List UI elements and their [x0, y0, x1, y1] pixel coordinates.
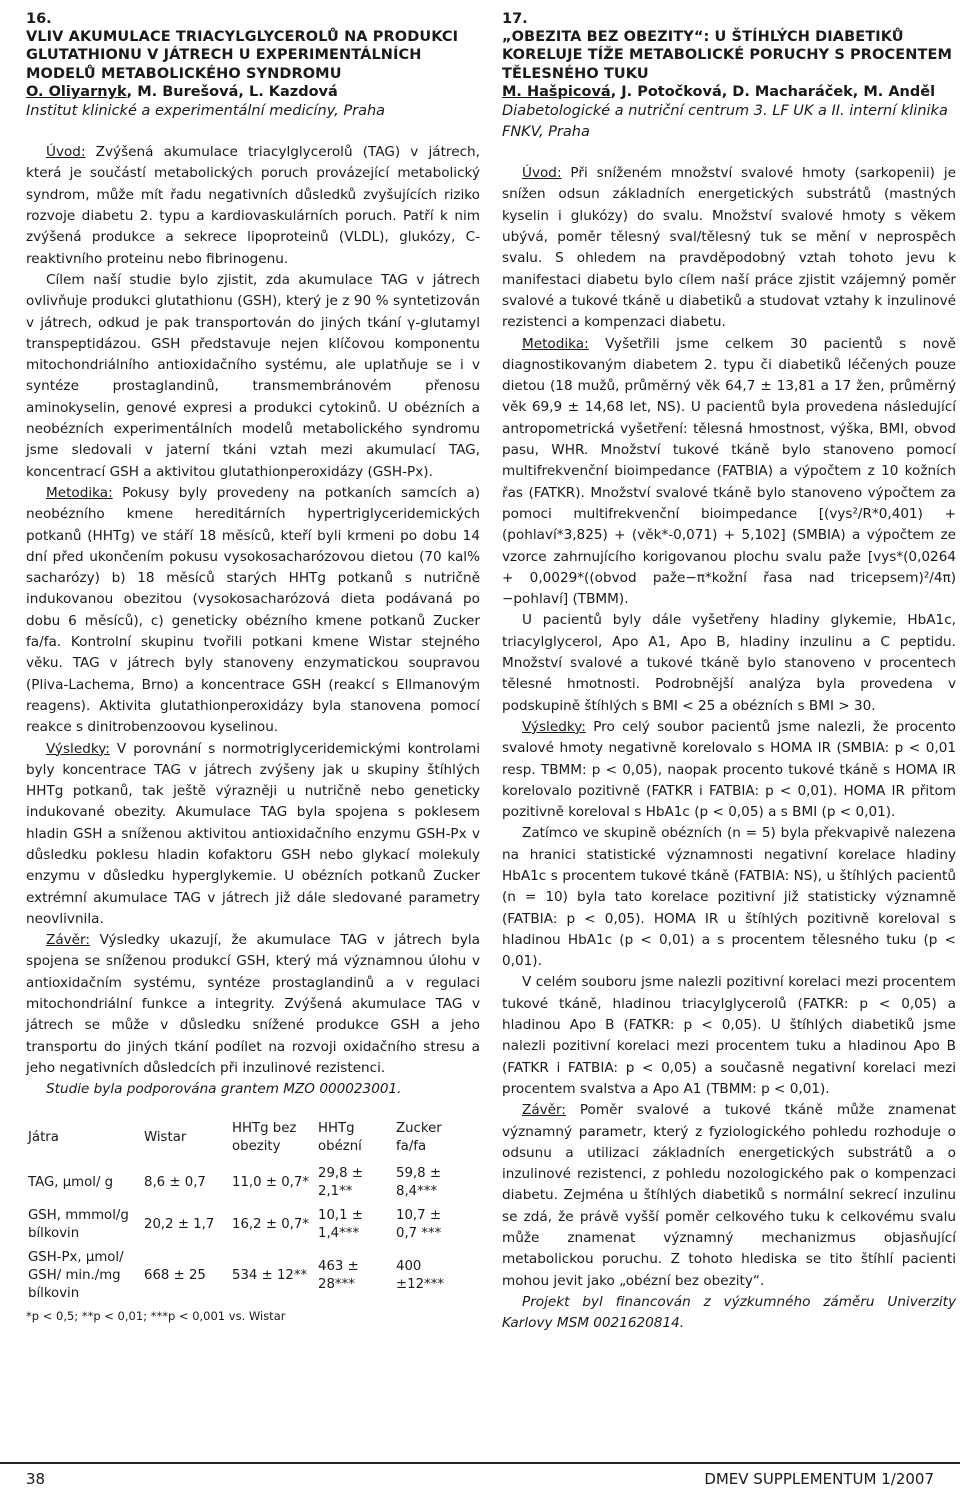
- footer-rule: [0, 1462, 960, 1464]
- table-header-row: [26, 1117, 468, 1162]
- abstract-16: [26, 10, 480, 1324]
- institution: Institut klinické a experimentální medicíny, Praha: [26, 103, 386, 120]
- results-label: Výsledky:: [46, 740, 110, 757]
- table-footnote: *p < 0,5; **p < 0,01; ***p < 0,001 vs. Wistar: [26, 1308, 286, 1323]
- methods-text: Vyšetřili jsme celkem 30 pacientů s nově diagnostikovaným diabetem 2. typu či diabetiků léčených pouze dietou (18 mužů, průměrný věk 64,7 ± 13,81 a 17 žen, průměrný věk 69,9 ± 14,68 let, NS). U pacientů byla provedena následující antropometrická vyšetření: tělesná hmostnost, výška, BMI, obvod pasu, WHR. Množství tukové tkáně bylo stanoveno pomocí multifrekvenční bioimpedance (FATBIA) a výpočtem z 10 kožních řas (FATKR). Množství svalové tkáně bylo stanoveno výpočtem za pomoci multifrekvenční bioimpedance [(vys²/R*0,401) + (pohlaví*3,825) + (věk*-0,071) + 5,102] (SMBIA) a výpočtem ze vzorce zahrnujícího korigovanou plochu svalu paže [vys*(0,0264 + 0,0029*((obvod paže−π*kožní řasa nad tricepsem)²/4π)−pohlaví] (TBMM).: [502, 335, 956, 608]
- results-text: V porovnání s normotriglyceridemickými kontrolami byly koncentrace TAG v játrech zvýšeny jak u skupiny štíhlých HHTg potkanů, tak ještě výrazněji u nutričně nebo geneticky indukované obezity. Akumulace TAG byla spojena s poklesem hladin GSH a sníženou aktivitou antioxidačního enzymu GSH-Px v důsledku poklesu hladin kofaktoru GSH nebo glykací molekuly enzymu v důsledku hyperglykemie. U obézních potkanů Zucker extrémní akumulace TAG v játrech již dále sledované parametry neovlivnila.: [26, 740, 480, 927]
- table-row: [26, 1246, 468, 1306]
- table-cell: 20,2 ± 1,7: [144, 1216, 215, 1232]
- aim-paragraph: Cílem naší studie bylo zjistit, zda akumulace TAG v játrech ovlivňuje produkci glutathionu (GSH), který je z 90 % syntetizován v játrech, odkud je pak transportován do jiných tkání γ-glutamyl transpeptidázou. GSH představuje nejen klíčovou komponentu mitochondriálního antioxidačního systému, ale uplatňuje se i v syntéze prostaglandinů, transmembránovém přenosu aminokyselin, genové expresi a produkci cytokinů. U obézních a neobézních experimentálních modelů metabolického syndromu jsme sledovali v jaterní tkáni vztah mezi akumulací TAG, koncentrací GSH a aktivitou glutathionperoxidázy (GSH-Px).: [26, 271, 480, 480]
- methods-paragraph-2: U pacientů byly dále vyšetřeny hladiny glykemie, HbA1c, triacylglycerol, Apo A1, Apo B, hladiny inzulinu a C peptidu. Množství svalové a tukové tkáně bylo stanoveno v procentech tělesné hmotnosti. Podrobnější analýza byla provedena v podskupině štíhlých s BMI < 25 a obézních s BMI > 30.: [502, 612, 956, 714]
- methods-label: Metodika:: [46, 484, 113, 501]
- table-cell: 16,2 ± 0,7*: [232, 1216, 309, 1232]
- intro-label: Úvod:: [522, 165, 562, 182]
- intro-text: Zvýšená akumulace triacylglycerolů (TAG) v játrech, která je součástí metabolických poruch provázející metabolický syndrom, může mít řadu negativních důsledků zvyšujících riziko rozvoje diabetu 2. typu a kardiovaskulárních poruch. Patří k nim zvýšená produkce a sekrece lipoproteinů (VLDL), glukózy, C-reaktivního proteinu nebo fibrinogenu.: [26, 144, 480, 267]
- conclusion-text: Poměr svalové a tukové tkáně může znamenat významný parametr, který z fyziologického pohledu rozhoduje o odsunu a utilizaci základních energetických substrátů a o inzulinové rezistenci, z pohledu nozologického pak o kompenzaci diabetu. Zejména u štíhlých diabetiků s normální sekrecí inzulinu se zdá, že právě vyšší poměr celkového tuku k celkovému svalu může znamenat významný mechanizmus objasňující metabolickou poruchu. Z tohoto hlediska se tito štíhlí pacienti mohou jevit jako „obézní bez obezity“.: [502, 1102, 956, 1289]
- intro-paragraph: [502, 163, 956, 333]
- table-cell: 400 ±12***: [396, 1258, 445, 1292]
- abstract-number: 17.: [502, 11, 528, 27]
- table-cell: 668 ± 25: [144, 1267, 206, 1283]
- conclusion-text: Výsledky ukazují, že akumulace TAG v játrech byla spojena se sníženou produkcí GSH, který má významnou úlohu v antioxidačním systému, syntéze prostaglandinů a v regulaci mitochondriální funkce a integrity. Zvýšená akumulace TAG v játrech se může v důsledku snížené produkce GSH a jeho transportu do jiných tkání podílet na rozvoji oxidačního stresu a jeho negativních důsledcích při inzulinové rezistenci.: [26, 932, 480, 1076]
- results-table: [26, 1117, 468, 1306]
- methods-paragraph: [502, 334, 956, 611]
- table-header-cell: Zucker fa/fa: [396, 1120, 442, 1154]
- conclusion-label: Závěr:: [46, 932, 90, 949]
- results-paragraph-3: V celém souboru jsme nalezli pozitivní korelaci mezi procentem tukové tkáně, hladinou triacylglycerolů (FATKR: p < 0,05) a hladinou Apo B (FATKR: p < 0,05). U štíhlých diabetiků jsme nalezli pozitivní korelaci mezi procentem tuku a hladinou Apo B (FATKR i FATBIA: p < 0,05) a současně negativní korelaci mezi procentem svalstva a Apo A1 (TBMM: p < 0,01).: [502, 974, 956, 1097]
- abstract-title: VLIV AKUMULACE TRIACYLGLYCEROLŮ NA PRODUKCI GLUTATHIONU V JÁTRECH U EXPERIMENTÁLNÍCH MODELŮ METABOLICKÉHO SYNDROMU: [26, 29, 459, 82]
- table-cell: GSH-Px, μmol/ GSH/ min./mg bílkovin: [28, 1249, 124, 1301]
- authors: O. Oliyarnyk, M. Burešová, L. Kazdová: [26, 83, 338, 100]
- results-paragraph: [26, 739, 480, 931]
- results-label: Výsledky:: [522, 718, 586, 735]
- table-cell: 10,1 ± 1,4***: [318, 1207, 363, 1241]
- table-header-cell: Játra: [28, 1129, 59, 1145]
- author-1: M. Hašpicová: [502, 83, 611, 100]
- author-3: L. Kazdová: [248, 83, 338, 100]
- other-authors: , J. Potočková, D. Macharáček, M. Anděl: [610, 83, 936, 100]
- table-cell: 463 ± 28***: [318, 1258, 359, 1292]
- table-cell: TAG, μmol/ g: [28, 1174, 114, 1190]
- table-cell: 534 ± 12**: [232, 1267, 308, 1283]
- methods-label: Metodika:: [522, 335, 589, 352]
- table-row: [26, 1204, 468, 1246]
- page-number: 38: [26, 1470, 46, 1488]
- grant-note: Projekt byl financován z výzkumného záměru Univerzity Karlovy MSM 0021620814.: [502, 1293, 956, 1332]
- methods-text: Pokusy byly provedeny na potkaních samcích a) neobézního kmene hereditárních hypertriglyceridemických potkanů (HHTg) ve stáří 18 měsíců, kteří byli krmeni po dobu 14 dní před ukončením pokusu vysokosacharózovou dietou (70 kal% sacharózy) b) 18 měsíců starých HHTg potkanů s nutričně indukovanou obezitou (vysokosacharózová dieta podávaná po dobu 6 měsíců), c) geneticky obézního kmene potkanů Zucker fa/fa. Kontrolní skupinu tvořili potkani kmene Wistar stejného věku. TAG v játrech byly stanoveny enzymatickou soupravou (Pliva-Lachema, Brno) a koncentrace GSH (reakcí s Ellmanovým reagens). Aktivita glutathionperoxidázy byla stanovena pomocí reakce s dinitrobenzoovou kyselinou.: [26, 484, 480, 736]
- intro-label: Úvod:: [46, 144, 86, 161]
- authors: [502, 83, 956, 101]
- intro-paragraph: [26, 142, 480, 270]
- table-cell: GSH, mmmol/g bílkovin: [28, 1207, 129, 1241]
- abstract-title: „OBEZITA BEZ OBEZITY“: U ŠTÍHLÝCH DIABETIKŮ KORELUJE TÍŽE METABOLICKÉ PORUCHY S PROCENTEM TĚLESNÉHO TUKU: [502, 29, 952, 82]
- table-cell: 11,0 ± 0,7*: [232, 1174, 309, 1190]
- results-paragraph: [502, 717, 956, 823]
- table-cell: 8,6 ± 0,7: [144, 1174, 206, 1190]
- institution: Diabetologické a nutriční centrum 3. LF UK a II. interní klinika FNKV, Praha: [502, 103, 948, 141]
- table-header-cell: HHTg bez obezity: [232, 1120, 297, 1154]
- conclusion-paragraph: [502, 1100, 956, 1292]
- table-header-cell: Wistar: [144, 1129, 187, 1145]
- journal-name: DMEV SUPPLEMENTUM 1/2007: [704, 1470, 934, 1488]
- grant-note: Studie byla podporována grantem MZO 000023001.: [46, 1081, 402, 1098]
- conclusion-paragraph: [26, 930, 480, 1079]
- abstract-17: [502, 10, 956, 1335]
- table-cell: 10,7 ± 0,7 ***: [396, 1207, 442, 1241]
- conclusion-label: Závěr:: [522, 1102, 566, 1119]
- author-2: M. Burešová: [137, 83, 239, 100]
- methods-paragraph: [26, 483, 480, 739]
- abstract-number: 16.: [26, 11, 52, 27]
- author-1: O. Oliyarnyk: [26, 83, 127, 100]
- intro-text: Při sníženém množství svalové hmoty (sarkopenii) je snížen odsun základních energetických substrátů (mastných kyselin i glukózy) do svalu. Množství svalové hmoty s věkem ubývá, poměr tělesný sval/tělesný tuk se mění v neprospěch svalu. S ohledem na pravděpodobný vztah tohoto jevu k manifestaci diabetu bylo cílem naší práce zjistit vzájemný poměr svalové a tukové tkáně u diabetiků a studovat vztahy k inzulinové rezistenci a kompenzaci diabetu.: [502, 165, 956, 331]
- results-paragraph-2: Zatímco ve skupině obézních (n = 5) byla překvapivě nalezena na hranici statistické významnosti negativní korelace hladiny HbA1c s procentem tukové tkáně (FATBIA: NS), u štíhlých pacientů (n = 10) byla tato korelace pozitivní již statisticky významně (FATBIA: p < 0,05). HOMA IR u štíhlých pozitivně koreloval s hladinou HbA1c (p < 0,01) a s procentem tělesného tuku (p < 0,01).: [502, 825, 956, 970]
- results-text: Pro celý soubor pacientů jsme nalezli, že procento svalové hmoty negativně korelovalo s HOMA IR (SMBIA: p < 0,01 resp. TBMM: p < 0,05), naopak procento tukové tkáně s HOMA IR korelovalo pozitivně (FATKR i FATBIA: p < 0,01). HOMA IR přitom pozitivně koreloval s HbA1c (p < 0,05) a s BMI (p < 0,01).: [502, 718, 956, 821]
- table-header-cell: HHTg obézní: [318, 1120, 362, 1154]
- table-cell: 29,8 ± 2,1**: [318, 1165, 363, 1199]
- table-row: [26, 1162, 468, 1204]
- table-cell: 59,8 ± 8,4***: [396, 1165, 441, 1199]
